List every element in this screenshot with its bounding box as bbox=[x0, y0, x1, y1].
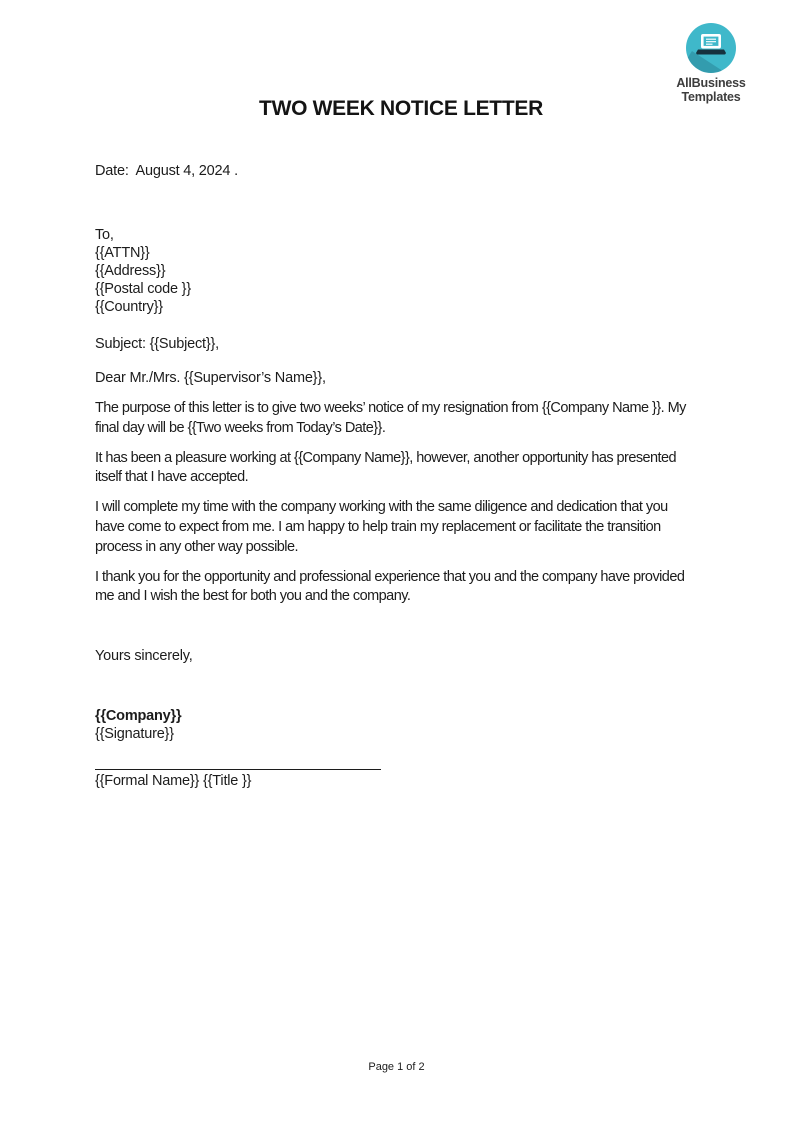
logo-wordmark-line1: AllBusiness bbox=[676, 76, 746, 90]
body-paragraph bbox=[95, 449, 707, 489]
recipient-line-to: To, bbox=[95, 227, 114, 243]
paragraph-line: have come to expect from me. I am happy to help train my replacement or facilitate the transition bbox=[95, 518, 661, 535]
paragraph-line: itself that I have accepted. bbox=[95, 469, 249, 486]
signer-name-title: {{Formal Name}} {{Title }} bbox=[95, 773, 252, 790]
paragraph-line: It has been a pleasure working at {{Company Name}}, however, another opportunity has presented bbox=[95, 449, 677, 466]
page-footer: Page 1 of 2 bbox=[368, 1061, 425, 1073]
closing-valediction: Yours sincerely, bbox=[95, 648, 193, 665]
paragraph-line: I thank you for the opportunity and professional experience that you and the company have provided bbox=[95, 568, 685, 585]
company-placeholder: {{Company}} bbox=[95, 708, 182, 725]
body-paragraph bbox=[95, 399, 707, 439]
paragraph-line: I will complete my time with the company working with the same diligence and dedication that you bbox=[95, 499, 668, 516]
date-line: Date: August 4, 2024 . bbox=[95, 163, 238, 179]
recipient-line-country: {{Country}} bbox=[95, 299, 163, 315]
recipient-line-postal-code: {{Postal code }} bbox=[95, 281, 191, 297]
paragraph-line: The purpose of this letter is to give two weeks’ notice of my resignation from {{Company Name }}. My bbox=[95, 400, 686, 416]
salutation: Dear Mr./Mrs. {{Supervisor’s Name}}, bbox=[95, 370, 326, 386]
signature-rule bbox=[95, 769, 381, 770]
letter-content bbox=[95, 0, 707, 790]
body-paragraph bbox=[95, 498, 707, 557]
body-paragraph bbox=[95, 568, 707, 608]
recipient-line-attn: {{ATTN}} bbox=[95, 245, 150, 261]
paragraph-line: process in any other way possible. bbox=[95, 538, 298, 555]
page-title: TWO WEEK NOTICE LETTER bbox=[259, 97, 543, 120]
paragraph-line: final day will be {{Two weeks from Today’s Date}}. bbox=[95, 419, 386, 436]
recipient-line-address: {{Address}} bbox=[95, 263, 166, 279]
subject-line: Subject: {{Subject}}, bbox=[95, 336, 219, 352]
recipient-block bbox=[95, 226, 707, 316]
paragraph-line: me and I wish the best for both you and the company. bbox=[95, 588, 411, 605]
logo-wordmark-line2: Templates bbox=[681, 90, 741, 104]
signature-placeholder: {{Signature}} bbox=[95, 726, 174, 743]
